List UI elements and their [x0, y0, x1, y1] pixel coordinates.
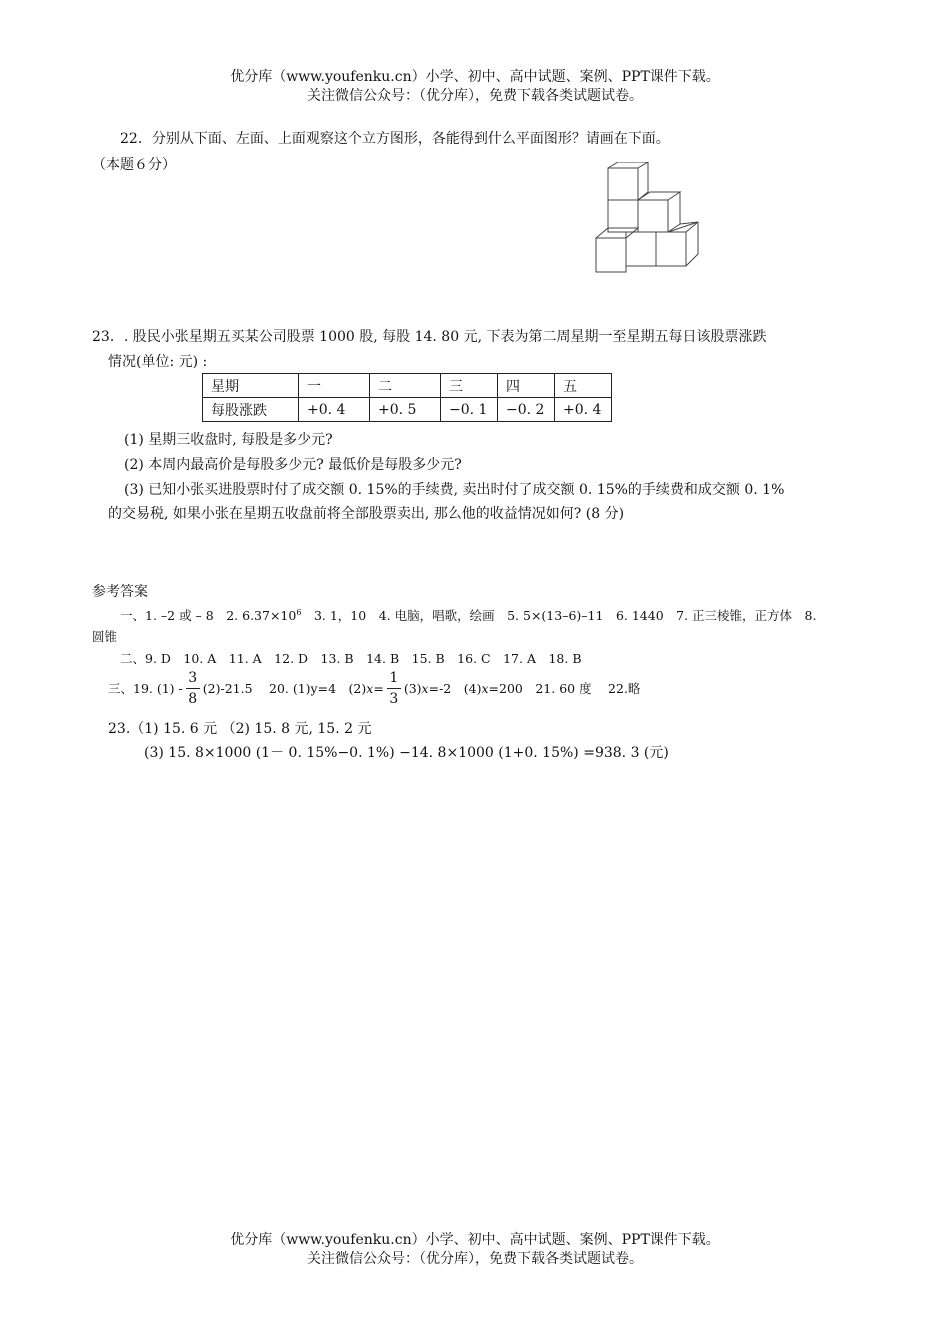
variable-x: x [481, 680, 489, 696]
cube-bottom-left-front [596, 238, 626, 272]
question-22-text: 22．分别从下面、左面、上面观察这个立方图形，各能得到什么平面图形？请画在下面。 [120, 131, 670, 147]
question-23-sub1: (1) 星期三收盘时, 每股是多少元? [124, 432, 333, 448]
cube-middle-right-top [638, 192, 680, 200]
cube-top-front [608, 168, 638, 200]
answers-q23-line2: (3) 15. 8×1000 (1－ 0. 15%−0. 1%) −14. 8×1000 (1+0. 15%) =938. 3 (元) [144, 745, 669, 761]
fraction-one-third [387, 668, 401, 709]
table-day-1: 一 [299, 374, 370, 398]
answers-part3-text-b: (2)-21.5 20. (1)y=4 (2) [202, 681, 367, 696]
fraction-denominator: 8 [188, 690, 198, 707]
table-change-5: +0. 4 [555, 398, 612, 422]
cube-middle-right-front [638, 200, 668, 232]
page-footer-line2: 关注微信公众号：（优分库），免费下载各类试题试卷。 [307, 1251, 643, 1267]
answers-q23-line1: 23.（1) 15. 6 元 （2) 15. 8 元, 15. 2 元 [108, 721, 372, 737]
answers-part1-text-b: 3. 1，10 4. 电脑，唱歌，绘画 5. 5×(13–6)–11 6. 1440 7. 正三棱锥，正方体 8. [301, 608, 817, 623]
answers-part3-text-d: (3) [403, 680, 422, 696]
table-day-3: 三 [441, 374, 498, 398]
answers-part1-exponent: 6 [296, 607, 302, 617]
answers-title: 参考答案 [92, 584, 148, 600]
question-23-sub3-line2: 的交易税, 如果小张在星期五收盘前将全部股票卖出, 那么他的收益情况如何? (8 分) [108, 506, 625, 522]
answers-part3-text-a: 三、19. (1) - [108, 681, 183, 696]
variable-x: x [421, 680, 429, 696]
page-header-line2: 关注微信公众号：（优分库），免费下载各类试题试卷。 [307, 88, 643, 104]
table-change-1: +0. 4 [299, 398, 370, 422]
answers-part3 [108, 665, 640, 711]
table-change-4: −0. 2 [498, 398, 555, 422]
table-row [203, 374, 612, 398]
answers-part1-text-a: 一、1. –2 或 – 8 2. 6.37×10 [120, 608, 297, 623]
answers-part2: 二、9. D 10. A 11. A 12. D 13. B 14. B 15. B 16. C 17. A 18. B [120, 651, 582, 666]
stock-change-table [202, 373, 612, 422]
answers-part3-text-f: =200 21. 60 度 22.略 [488, 681, 641, 696]
table-change-3: −0. 1 [441, 398, 498, 422]
table-row-label: 每股涨跌 [203, 398, 299, 422]
question-23-line1: 23．. 股民小张星期五买某公司股票 1000 股, 每股 14. 80 元, 下表为第二周星期一至星期五每日该股票涨跌 [92, 329, 767, 345]
fraction-three-eighths [186, 668, 200, 709]
question-23-line2: 情况(单位: 元) : [108, 354, 208, 370]
cube-middle-left-front [608, 200, 638, 232]
cube-bottom-middle-front [626, 232, 656, 266]
fraction-numerator: 3 [188, 669, 198, 686]
answers-part1-line2: 圆锥 [92, 629, 118, 644]
table-row [203, 398, 612, 422]
fraction-denominator: 3 [389, 690, 399, 707]
variable-x: x [366, 680, 374, 696]
fraction-numerator: 1 [389, 669, 399, 686]
table-day-2: 二 [370, 374, 441, 398]
page-header-line1: 优分库（www.youfenku.cn）小学、初中、高中试题、案例、PPT课件下载。 [230, 69, 720, 85]
question-22-points: （本题６分） [92, 157, 176, 173]
cube-figure [592, 162, 708, 276]
question-23-sub3-line1: (3) 已知小张买进股票时付了成交额 0. 15%的手续费, 卖出时付了成交额 0. 15%的手续费和成交额 0. 1% [124, 482, 785, 498]
table-day-5: 五 [555, 374, 612, 398]
cube-bottom-right-side [680, 222, 698, 266]
table-day-4: 四 [498, 374, 555, 398]
answers-part1-line1 [120, 606, 816, 624]
table-header-label: 星期 [203, 374, 299, 398]
cube-top-top [608, 162, 648, 168]
cube-bottom-right-front [656, 232, 686, 266]
page-footer-line1: 优分库（www.youfenku.cn）小学、初中、高中试题、案例、PPT课件下载。 [230, 1232, 720, 1248]
question-23-sub2: (2) 本周内最高价是每股多少元? 最低价是每股多少元? [124, 457, 462, 473]
cube-bottom-left-top [596, 228, 638, 238]
answers-part3-equals: = [373, 680, 384, 696]
table-change-2: +0. 5 [370, 398, 441, 422]
answers-part3-text-e: =-2 (4) [428, 681, 482, 696]
